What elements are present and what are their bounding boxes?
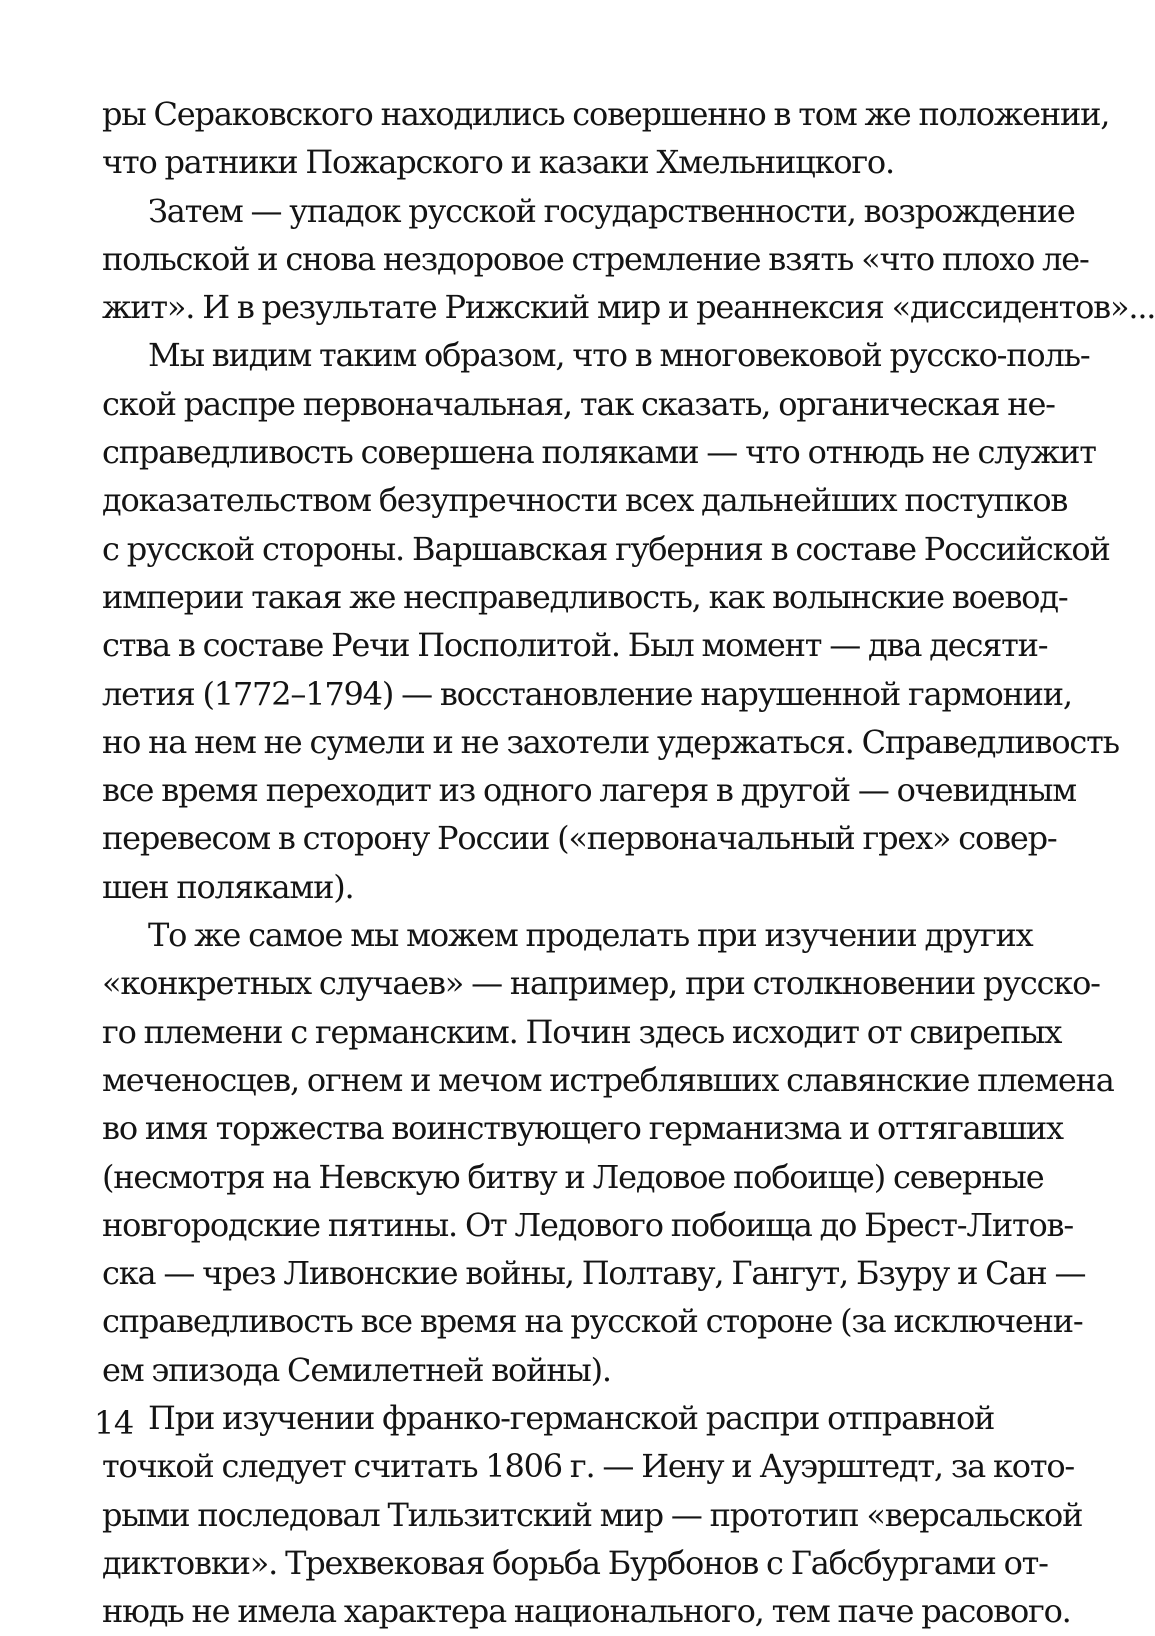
text-line: (несмотря на Невскую битву и Ледовое побоище) северные: [102, 1157, 1044, 1196]
text-line: новгородские пятины. От Ледового побоища до Брест-Литов-: [102, 1205, 1073, 1244]
text-line: что ратники Пожарского и казаки Хмельницкого.: [102, 143, 894, 182]
text-line: летия (1772–1794) — восстановление нарушенной гармонии,: [102, 674, 1072, 713]
text-line: То же самое мы можем проделать при изучении других: [148, 916, 1033, 955]
text-line: империи такая же несправедливость, как волынские воевод-: [102, 577, 1068, 616]
text-line: польской и снова нездоровое стремление взять «что плохо ле-: [102, 239, 1089, 278]
body-text: [102, 90, 1155, 1636]
text-line: Мы видим таким образом, что в многовековой русско-поль-: [148, 336, 1090, 375]
text-line: шен поляками).: [102, 867, 354, 906]
text-line: При изучении франко-германской распри отправной: [148, 1399, 995, 1438]
text-line: во имя торжества воинствующего германизма и оттягавших: [102, 1109, 1063, 1148]
text-line: ской распре первоначальная, так сказать, органическая не-: [102, 384, 1055, 423]
text-line: ры Сераковского находились совершенно в том же положении,: [102, 95, 1110, 133]
text-line: справедливость все время на русской стороне (за исключени-: [102, 1302, 1083, 1341]
text-line: го племени с германским. Почин здесь исходит от свирепых: [102, 1012, 1062, 1051]
text-line: справедливость совершена поляками — что отнюдь не служит: [102, 433, 1096, 472]
text-line: доказательством безупречности всех дальнейших поступков: [102, 481, 1068, 520]
text-line: точкой следует считать 1806 г. — Иену и Ауэрштедт, за кото-: [102, 1447, 1075, 1486]
text-line: рыми последовал Тильзитский мир — прототип «версальской: [102, 1495, 1083, 1534]
text-line: перевесом в сторону России («первоначальный грех» совер-: [102, 819, 1057, 858]
text-line: диктовки». Трехвековая борьба Бурбонов с Габсбургами от-: [102, 1543, 1048, 1582]
text-line: ем эпизода Семилетней войны).: [102, 1350, 611, 1389]
text-line: ска — чрез Ливонские войны, Полтаву, Гангут, Бзуру и Сан —: [102, 1254, 1086, 1293]
text-line: жит». И в результате Рижский мир и реаннексия «диссидентов»...: [102, 288, 1155, 327]
text-line: меченосцев, огнем и мечом истреблявших славянские племена: [102, 1060, 1114, 1099]
text-line: ства в составе Речи Посполитой. Был момент — два десяти-: [102, 626, 1048, 665]
text-line: с русской стороны. Варшавская губерния в составе Российской: [102, 529, 1110, 568]
text-line: нюдь не имела характера национального, тем паче расового.: [102, 1592, 1071, 1631]
text-line: все время переходит из одного лагеря в другой — очевидным: [102, 771, 1076, 810]
text-line: «конкретных случаев» — например, при столкновении русско-: [102, 964, 1100, 1003]
page-number: 14: [94, 1404, 134, 1442]
text-line: Затем — упадок русской государственности, возрождение: [148, 191, 1075, 230]
text-line: но на нем не сумели и не захотели удержаться. Справедливость: [102, 722, 1119, 761]
